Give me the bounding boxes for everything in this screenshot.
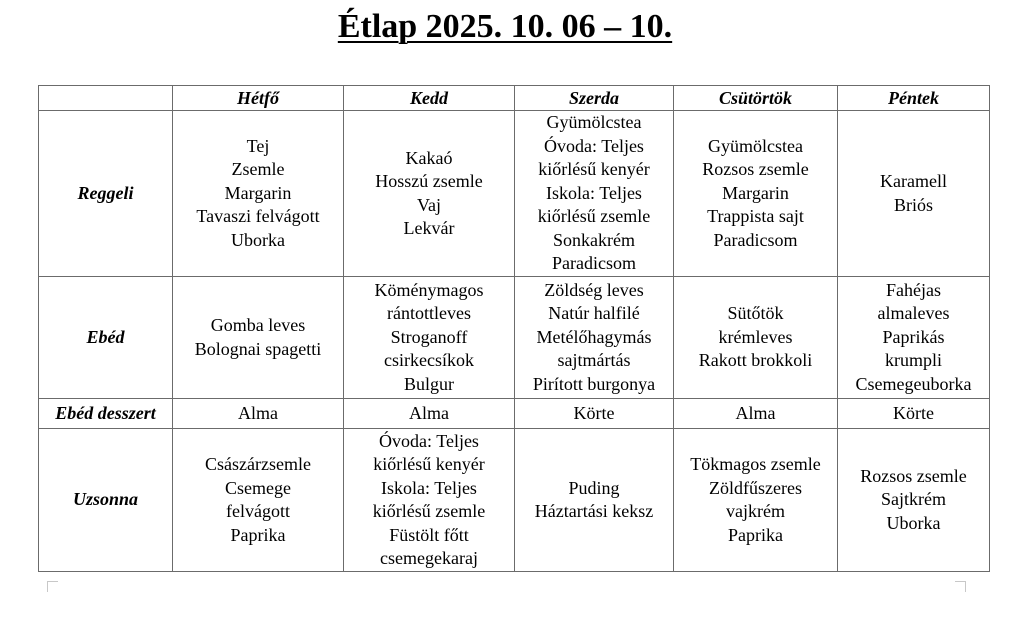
menu-cell-lunch-dessert-tuesday [344,399,515,429]
menu-cell-breakfast-wednesday [515,111,674,277]
meal-row-lunch-dessert [39,399,990,429]
menu-cell-lunch-friday [838,277,990,399]
menu-item: csemegekaraj [380,548,478,568]
day-header-thursday: Csütörtök [674,86,838,111]
weekly-menu-table [38,85,990,572]
menu-item: Bolognai spagetti [194,338,322,359]
corner-cell [39,86,173,111]
menu-item: Köménymagos [374,279,484,300]
menu-cell-lunch-dessert-friday [838,399,990,429]
menu-item: Csemege [225,477,291,498]
menu-item: Zöldfűszeres [709,477,802,498]
meal-row-lunch [39,277,990,399]
menu-item: Óvoda: Teljes [379,430,479,451]
menu-cell-breakfast-friday [838,111,990,277]
menu-item: felvágott [226,501,290,521]
menu-item: Gyümölcstea [546,112,642,133]
header-row [39,86,990,111]
menu-item: Tökmagos zsemle [690,454,821,474]
menu-item: Stroganoff [390,326,468,347]
menu-item: Paprikás [882,326,945,347]
menu-item: Iskola: Teljes [381,477,477,498]
menu-item: Uborka [231,229,285,250]
menu-item: Paradicsom [713,229,798,250]
menu-item: almaleves [877,303,950,324]
menu-item: Paprika [230,524,286,545]
menu-item: Kakaó [405,147,453,168]
menu-cell-lunch-monday [173,277,344,399]
day-header-monday: Hétfő [173,86,344,111]
menu-item: Zöldség leves [544,279,644,300]
menu-item: Óvoda: Teljes [544,135,644,156]
menu-item: Rozsos zsemle [860,465,967,486]
menu-item: Császárzsemle [205,454,311,474]
menu-item: Paprika [728,524,783,545]
menu-item: Fahéjas [886,279,941,300]
menu-item: Sütőtök [727,303,784,324]
menu-cell-lunch-dessert-wednesday [515,399,674,429]
menu-cell-lunch-wednesday [515,277,674,399]
day-header-wednesday: Szerda [515,86,674,111]
page-title: Étlap 2025. 10. 06 – 10. [337,8,673,45]
menu-item: kiőrlésű kenyér [538,159,650,180]
menu-item: Alma [735,402,776,423]
menu-cell-lunch-dessert-thursday [674,399,838,429]
menu-item: Rakott brokkoli [698,350,813,371]
menu-item: rántottleves [387,303,471,324]
meal-label-breakfast: Reggeli [39,111,173,277]
meal-label-lunch: Ebéd [39,277,173,399]
menu-cell-lunch-dessert-monday [173,399,344,429]
menu-item: Alma [238,402,278,423]
menu-cell-snack-monday [173,429,344,572]
menu-item: Sonkakrém [553,229,635,250]
menu-item: Karamell [880,171,947,191]
menu-item: Csemegeuborka [855,373,972,394]
menu-item: Margarin [722,182,789,203]
menu-item: Puding [568,477,620,498]
page-corner-mark-right [955,581,966,592]
menu-item: Rozsos zsemle [702,159,809,180]
menu-item: Körte [893,402,934,423]
meal-label-lunch-dessert: Ebéd desszert [39,399,173,429]
day-header-tuesday: Kedd [344,86,515,111]
menu-item: kiőrlésű zsemle [372,501,486,521]
menu-cell-snack-friday [838,429,990,572]
menu-item: kiőrlésű zsemle [537,206,651,227]
menu-item: Pirított burgonya [532,373,656,394]
menu-cell-breakfast-tuesday [344,111,515,277]
menu-item: sajtmártás [557,350,631,371]
page-corner-mark-left [47,581,58,592]
menu-item: vajkrém [726,501,785,521]
menu-item: Lekvár [403,218,455,238]
menu-item: krumpli [885,350,942,371]
menu-item: Sajtkrém [881,489,946,510]
menu-item: Gomba leves [210,315,306,335]
menu-cell-breakfast-monday [173,111,344,277]
menu-item: Tavaszi felvágott [196,206,320,227]
menu-item: krémleves [718,326,793,347]
menu-item: Iskola: Teljes [546,182,642,203]
day-header-friday: Péntek [838,86,990,111]
menu-item: Tej [246,135,270,156]
menu-item: Alma [409,402,449,423]
menu-item: kiőrlésű kenyér [373,454,485,474]
menu-item: Vaj [417,194,441,215]
menu-cell-lunch-tuesday [344,277,515,399]
menu-item: Trappista sajt [707,206,804,227]
meal-row-breakfast [39,111,990,277]
menu-cell-snack-thursday [674,429,838,572]
menu-cell-snack-tuesday [344,429,515,572]
menu-item: Briós [893,194,933,215]
menu-item: Margarin [224,182,292,203]
menu-cell-lunch-thursday [674,277,838,399]
menu-item: Gyümölcstea [708,135,803,156]
menu-item: Füstölt főtt [389,524,469,545]
menu-item: Natúr halfilé [548,303,640,324]
menu-item: Zsemle [231,159,285,180]
menu-item: Bulgur [403,373,454,394]
menu-item: Körte [573,402,615,423]
menu-item: Háztartási keksz [534,501,654,521]
menu-item: Uborka [886,512,941,533]
menu-cell-breakfast-thursday [674,111,838,277]
menu-item: Hosszú zsemle [375,171,483,191]
menu-item: Paradicsom [552,253,636,274]
meal-row-snack [39,429,990,572]
menu-item: csirkecsíkok [384,350,474,371]
meal-label-snack: Uzsonna [39,429,173,572]
menu-cell-snack-wednesday [515,429,674,572]
menu-item: Metélőhagymás [536,326,652,347]
